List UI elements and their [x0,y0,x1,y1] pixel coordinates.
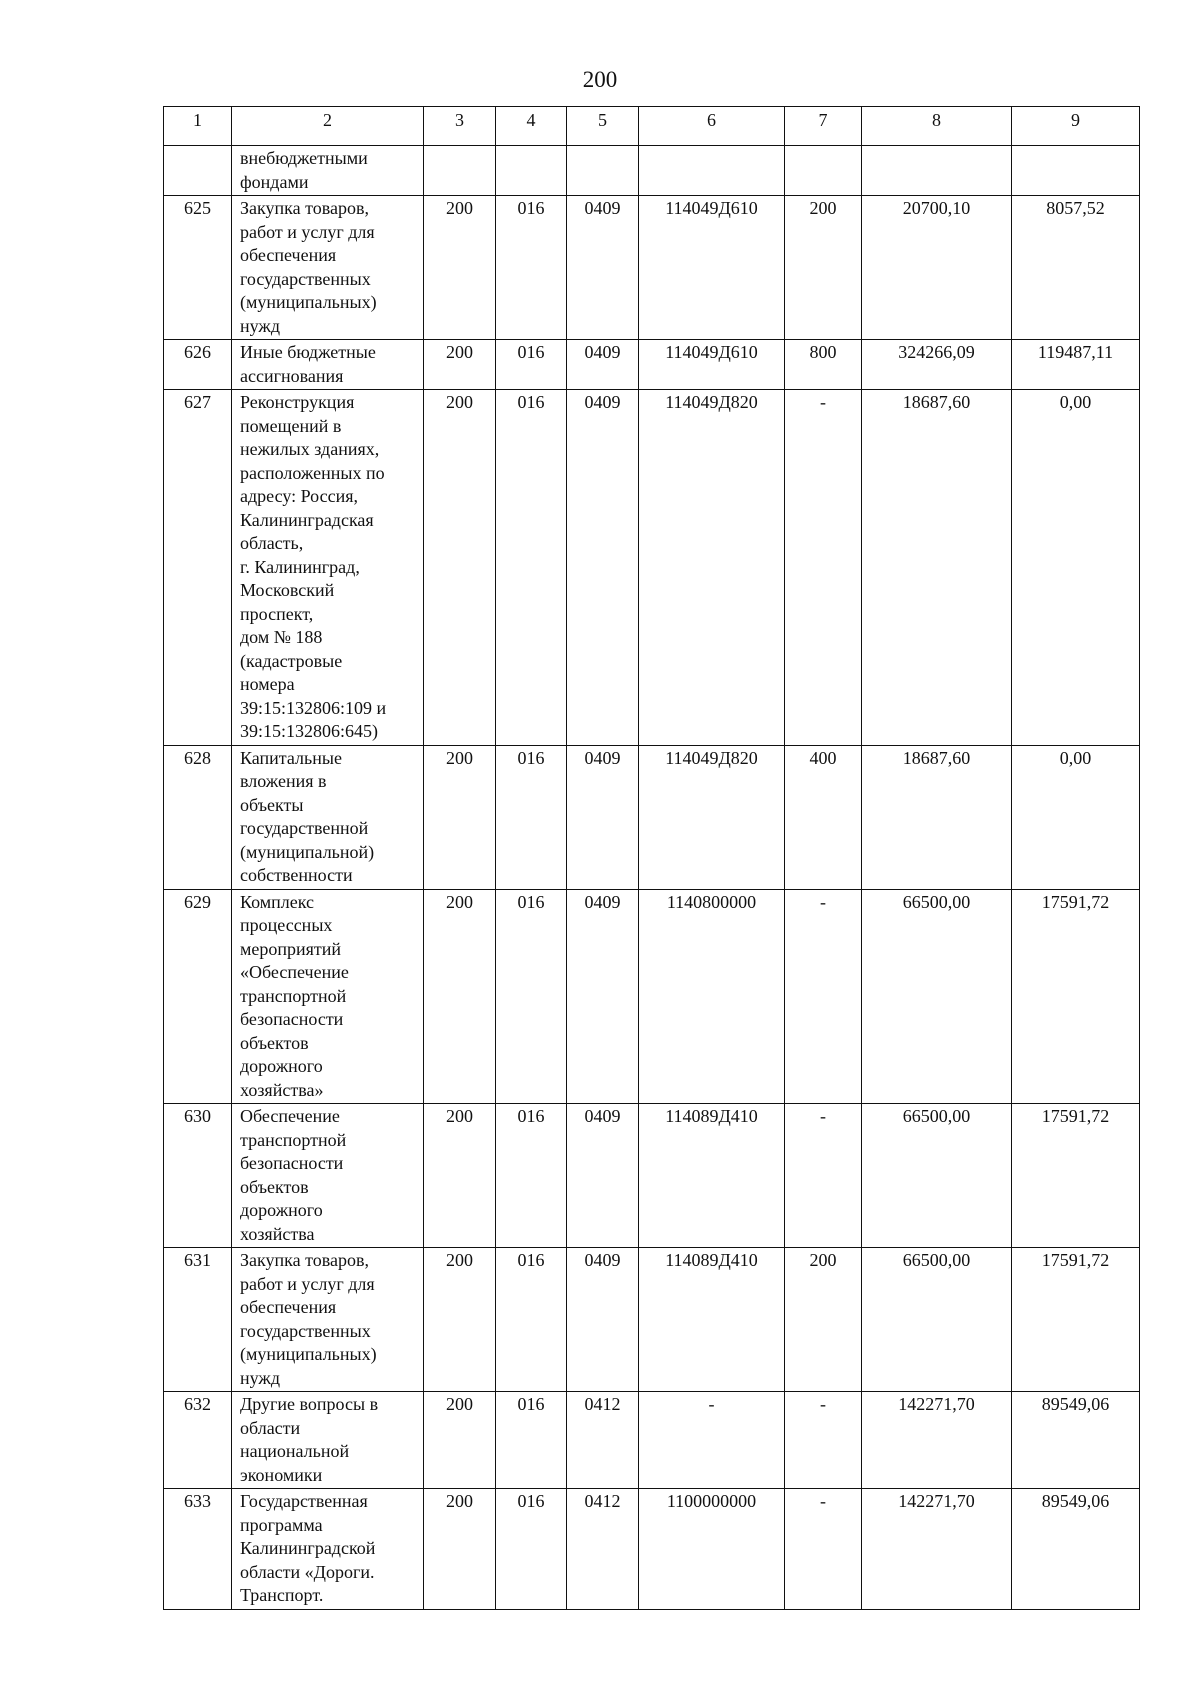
item-name-line: Калининградская [240,509,374,530]
code-4-cell: 016 [496,340,567,390]
target-article-cell: - [639,1392,785,1489]
expense-type-cell: - [785,889,862,1104]
item-name-cell [232,889,424,1104]
item-name-line: собственности [240,865,353,885]
column-header-7: 7 [785,107,862,146]
item-name-line: 39:15:132806:109 и [240,697,387,718]
amount-planned-cell: 18687,60 [862,390,1012,746]
amount-planned-cell: 142271,70 [862,1392,1012,1489]
table-row [164,1248,1140,1392]
row-number-cell: 633 [164,1489,232,1610]
row-number-cell: 632 [164,1392,232,1489]
target-article-cell: 114089Д410 [639,1248,785,1392]
amount-executed-cell: 119487,11 [1012,340,1140,390]
code-3-cell: 200 [424,196,496,340]
code-4-cell: 016 [496,196,567,340]
item-name-line: области «Дороги. [240,1561,375,1582]
item-name-line: государственных [240,268,371,289]
item-name-line: работ и услуг для [240,221,375,242]
code-4-cell: 016 [496,889,567,1104]
item-name-line: хозяйства» [240,1079,324,1100]
target-article-cell: 114049Д610 [639,340,785,390]
row-number-cell: 630 [164,1104,232,1248]
table-row [164,1489,1140,1610]
code-3-cell: 200 [424,889,496,1104]
item-name-line: Закупка товаров, [240,1250,369,1270]
amount-executed-cell: 8057,52 [1012,196,1140,340]
table-body [164,146,1140,1610]
item-name-line: Закупка товаров, [240,198,369,218]
row-number-cell: 631 [164,1248,232,1392]
amount-planned-cell: 18687,60 [862,745,1012,889]
expense-type-cell: - [785,1392,862,1489]
code-4-cell [496,146,567,196]
item-name-line: Транспорт. [240,1585,324,1605]
item-name-cell [232,745,424,889]
item-name-line: вложения в [240,771,327,791]
code-4-cell: 016 [496,1248,567,1392]
item-name-line: безопасности [240,1009,344,1029]
target-article-cell: 114089Д410 [639,1104,785,1248]
item-name-line: обеспечения [240,245,337,265]
item-name-line: дорожного [240,1200,323,1220]
section-code-cell: 0409 [567,745,639,889]
column-header-6: 6 [639,107,785,146]
expense-type-cell: - [785,1489,862,1610]
expense-type-cell: 400 [785,745,862,889]
target-article-cell: 114049Д610 [639,196,785,340]
code-3-cell [424,146,496,196]
item-name-cell [232,390,424,746]
header-row [164,107,1140,146]
row-number-cell [164,146,232,196]
item-name-line: объектов [240,1176,309,1197]
code-4-cell: 016 [496,1104,567,1248]
item-name-line: (кадастровые [240,650,343,671]
amount-planned-cell: 324266,09 [862,340,1012,390]
code-3-cell: 200 [424,1104,496,1248]
item-name-line: Обеспечение [240,1106,340,1126]
item-name-cell [232,1489,424,1610]
item-name-line: 39:15:132806:645) [240,721,378,741]
table-row [164,745,1140,889]
amount-planned-cell [862,146,1012,196]
target-article-cell: 114049Д820 [639,390,785,746]
amount-planned-cell: 20700,10 [862,196,1012,340]
item-name-line: номера [240,674,295,694]
code-4-cell: 016 [496,1392,567,1489]
expense-type-cell: 800 [785,340,862,390]
item-name-line: нужд [240,1367,280,1388]
section-code-cell: 0409 [567,340,639,390]
item-name-line: ассигнования [240,365,344,386]
section-code-cell: 0409 [567,1248,639,1392]
amount-executed-cell: 0,00 [1012,390,1140,746]
amount-executed-cell [1012,146,1140,196]
item-name-line: процессных [240,915,333,935]
row-number-cell: 625 [164,196,232,340]
item-name-line: транспортной [240,985,347,1006]
item-name-line: внебюджетными [240,148,368,168]
table-row [164,889,1140,1104]
table-row [164,390,1140,746]
item-name-line: транспортной [240,1129,347,1150]
item-name-line: хозяйства [240,1223,315,1244]
column-header-5: 5 [567,107,639,146]
table-row [164,340,1140,390]
column-header-1: 1 [164,107,232,146]
expense-type-cell [785,146,862,196]
item-name-line: дом № 188 [240,627,323,647]
column-header-4: 4 [496,107,567,146]
item-name-cell [232,196,424,340]
amount-executed-cell: 17591,72 [1012,1104,1140,1248]
item-name-cell [232,1104,424,1248]
item-name-line: экономики [240,1464,323,1485]
amount-planned-cell: 66500,00 [862,889,1012,1104]
row-number-cell: 629 [164,889,232,1104]
item-name-line: государственных [240,1320,371,1341]
code-3-cell: 200 [424,1248,496,1392]
code-4-cell: 016 [496,1489,567,1610]
amount-planned-cell: 66500,00 [862,1248,1012,1392]
amount-planned-cell: 142271,70 [862,1489,1012,1610]
code-3-cell: 200 [424,390,496,746]
code-3-cell: 200 [424,1489,496,1610]
column-header-2: 2 [232,107,424,146]
item-name-line: нежилых зданиях, [240,439,380,459]
section-code-cell: 0409 [567,1104,639,1248]
item-name-line: области [240,1417,301,1438]
item-name-line: (муниципальной) [240,841,375,862]
expense-type-cell: 200 [785,196,862,340]
page-number: 200 [582,67,618,92]
item-name-line: Другие вопросы в [240,1394,379,1414]
item-name-line: работ и услуг для [240,1273,375,1294]
item-name-cell [232,340,424,390]
item-name-line: Калининградской [240,1538,376,1558]
item-name-cell [232,146,424,196]
amount-planned-cell: 66500,00 [862,1104,1012,1248]
amount-executed-cell: 89549,06 [1012,1392,1140,1489]
table-row [164,1392,1140,1489]
code-3-cell: 200 [424,1392,496,1489]
item-name-line: государственной [240,818,369,838]
code-4-cell: 016 [496,390,567,746]
expense-type-cell: - [785,1104,862,1248]
section-code-cell: 0409 [567,196,639,340]
item-name-line: фондами [240,171,309,192]
row-number-cell: 627 [164,390,232,746]
item-name-line: г. Калининград, [240,556,360,577]
table-row [164,1104,1140,1248]
item-name-line: объекты [240,794,304,815]
item-name-cell [232,1392,424,1489]
row-number-cell: 628 [164,745,232,889]
item-name-line: дорожного [240,1056,323,1076]
target-article-cell [639,146,785,196]
amount-executed-cell: 0,00 [1012,745,1140,889]
target-article-cell: 1100000000 [639,1489,785,1610]
amount-executed-cell: 89549,06 [1012,1489,1140,1610]
item-name-cell [232,1248,424,1392]
item-name-line: (муниципальных) [240,292,377,312]
code-3-cell: 200 [424,745,496,889]
item-name-line: безопасности [240,1153,344,1173]
code-4-cell: 016 [496,745,567,889]
code-3-cell: 200 [424,340,496,390]
column-header-9: 9 [1012,107,1140,146]
item-name-line: Капитальные [240,747,342,768]
section-code-cell: 0412 [567,1489,639,1610]
item-name-line: область, [240,533,304,553]
item-name-line: Государственная [240,1491,368,1511]
section-code-cell [567,146,639,196]
target-article-cell: 114049Д820 [639,745,785,889]
column-header-8: 8 [862,107,1012,146]
item-name-line: обеспечения [240,1297,337,1317]
item-name-line: проспект, [240,603,314,624]
item-name-line: Реконструкция [240,392,355,412]
item-name-line: «Обеспечение [240,962,349,982]
budget-table [163,106,1140,1610]
row-number-cell: 626 [164,340,232,390]
item-name-line: нужд [240,315,280,336]
item-name-line: программа [240,1514,323,1535]
item-name-line: национальной [240,1441,350,1461]
target-article-cell: 1140800000 [639,889,785,1104]
item-name-line: Комплекс [240,891,315,912]
item-name-line: Иные бюджетные [240,342,376,362]
item-name-line: адресу: Россия, [240,486,359,506]
expense-type-cell: - [785,390,862,746]
item-name-line: помещений в [240,415,342,436]
expense-type-cell: 200 [785,1248,862,1392]
amount-executed-cell: 17591,72 [1012,889,1140,1104]
table-row [164,196,1140,340]
section-code-cell: 0409 [567,390,639,746]
section-code-cell: 0409 [567,889,639,1104]
amount-executed-cell: 17591,72 [1012,1248,1140,1392]
item-name-line: Московский [240,580,335,600]
item-name-line: мероприятий [240,938,342,959]
table-row [164,146,1140,196]
item-name-line: (муниципальных) [240,1344,377,1364]
column-header-3: 3 [424,107,496,146]
item-name-line: расположенных по [240,462,385,483]
section-code-cell: 0412 [567,1392,639,1489]
item-name-line: объектов [240,1032,309,1053]
